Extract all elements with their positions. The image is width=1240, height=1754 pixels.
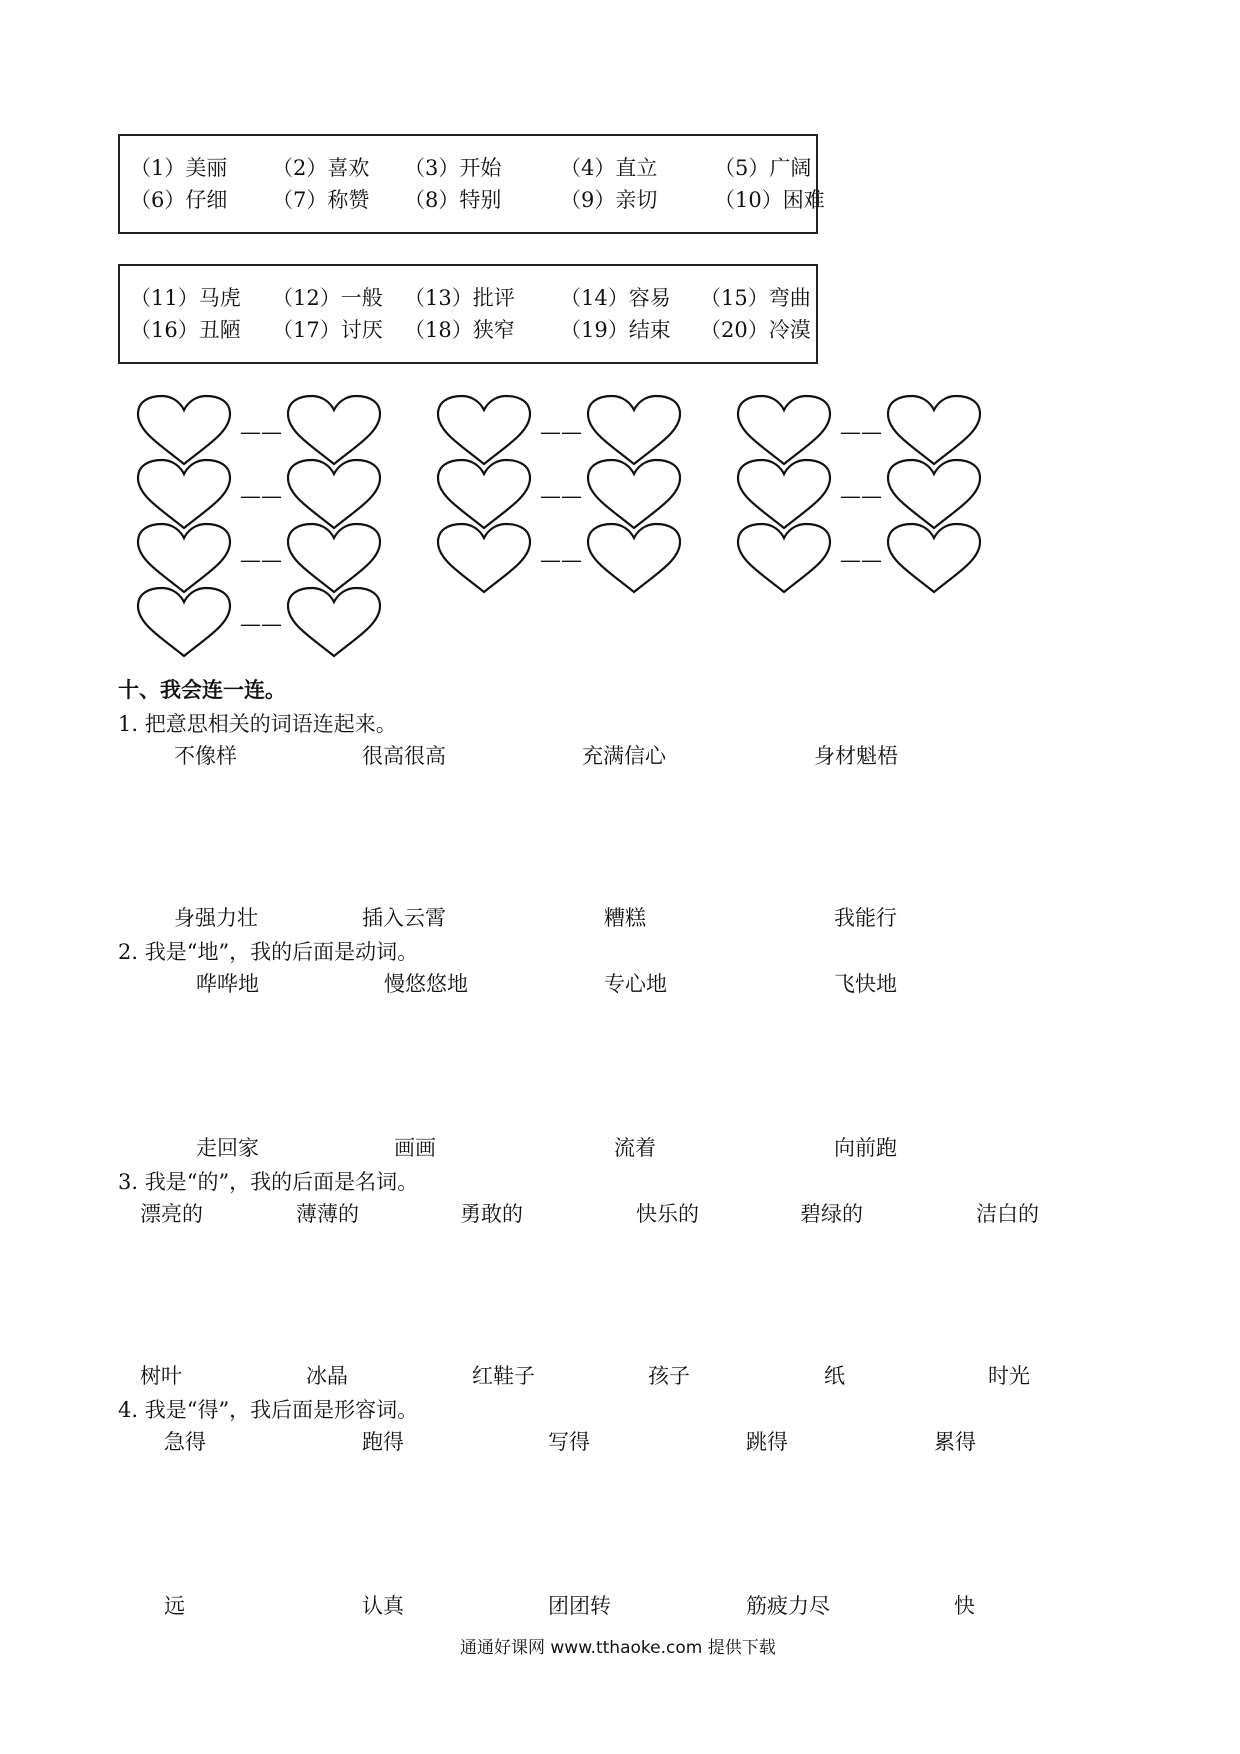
q3-top-word: 碧绿的 <box>800 1202 863 1226</box>
word-box-2 <box>118 264 818 364</box>
footer-credit: 通通好课网 www.tthaoke.com 提供下载 <box>460 1638 776 1658</box>
heart-blank <box>136 586 232 658</box>
q2-bottom-word: 画画 <box>394 1136 436 1160</box>
word-item: （18）狭窄 <box>404 318 515 342</box>
word-item: （12）一般 <box>272 286 383 310</box>
question-1-prompt: 1. 把意思相关的词语连起来。 <box>118 712 397 736</box>
heart-blank <box>136 458 232 530</box>
heart-blank <box>586 522 682 594</box>
q2-top-word: 哗哗地 <box>196 972 259 996</box>
q4-bottom-word: 筋疲力尽 <box>746 1594 830 1618</box>
heart-blank <box>286 394 382 466</box>
heart-blank <box>286 458 382 530</box>
word-item: （20）冷漠 <box>700 318 811 342</box>
word-item: （16）丑陋 <box>130 318 241 342</box>
word-item: （9）亲切 <box>560 188 658 212</box>
q4-bottom-word: 远 <box>164 1594 185 1618</box>
heart-blank <box>286 522 382 594</box>
q4-bottom-word: 认真 <box>362 1594 404 1618</box>
q4-top-word: 急得 <box>164 1430 206 1454</box>
q4-bottom-word: 团团转 <box>548 1594 611 1618</box>
q4-top-word: 跳得 <box>746 1430 788 1454</box>
word-item: （7）称赞 <box>272 188 370 212</box>
pair-dash: —— <box>240 548 282 572</box>
word-item: （15）弯曲 <box>700 286 811 310</box>
pair-dash: —— <box>540 420 582 444</box>
word-item: （2）喜欢 <box>272 156 370 180</box>
heart-blank <box>886 394 982 466</box>
q1-bottom-word: 身强力壮 <box>174 906 258 930</box>
q3-top-word: 洁白的 <box>976 1202 1039 1226</box>
q2-bottom-word: 走回家 <box>196 1136 259 1160</box>
pair-dash: —— <box>840 548 882 572</box>
q4-top-word: 写得 <box>548 1430 590 1454</box>
q4-bottom-word: 快 <box>954 1594 975 1618</box>
word-item: （17）讨厌 <box>272 318 383 342</box>
heart-blank <box>736 394 832 466</box>
heart-blank <box>586 458 682 530</box>
heart-blank <box>736 458 832 530</box>
heart-blank <box>886 458 982 530</box>
q2-bottom-word: 向前跑 <box>834 1136 897 1160</box>
q2-bottom-word: 流着 <box>614 1136 656 1160</box>
q3-bottom-word: 树叶 <box>140 1364 182 1388</box>
q3-top-word: 薄薄的 <box>296 1202 359 1226</box>
word-item: （13）批评 <box>404 286 515 310</box>
pair-dash: —— <box>840 484 882 508</box>
heart-blank <box>136 394 232 466</box>
word-item: （10）困难 <box>714 188 825 212</box>
word-item: （8）特别 <box>404 188 502 212</box>
heart-blank <box>736 522 832 594</box>
pair-dash: —— <box>240 420 282 444</box>
q1-bottom-word: 我能行 <box>834 906 897 930</box>
q3-top-word: 漂亮的 <box>140 1202 203 1226</box>
q3-top-word: 快乐的 <box>636 1202 699 1226</box>
question-3-prompt: 3. 我是“的”，我的后面是名词。 <box>118 1170 419 1194</box>
q3-bottom-word: 孩子 <box>648 1364 690 1388</box>
heart-blank <box>436 522 532 594</box>
heart-blank <box>286 586 382 658</box>
section-title: 十、我会连一连。 <box>118 678 286 702</box>
q4-top-word: 累得 <box>934 1430 976 1454</box>
question-4-prompt: 4. 我是“得”，我后面是形容词。 <box>118 1398 419 1422</box>
q3-bottom-word: 红鞋子 <box>472 1364 535 1388</box>
heart-blank <box>436 458 532 530</box>
q4-top-word: 跑得 <box>362 1430 404 1454</box>
pair-dash: —— <box>240 612 282 636</box>
heart-blank <box>436 394 532 466</box>
question-2-prompt: 2. 我是“地”，我的后面是动词。 <box>118 940 419 964</box>
word-box-1 <box>118 134 825 234</box>
pair-dash: —— <box>240 484 282 508</box>
q3-bottom-word: 时光 <box>988 1364 1030 1388</box>
word-item: （1）美丽 <box>130 156 228 180</box>
word-item: （19）结束 <box>560 318 671 342</box>
pair-dash: —— <box>540 484 582 508</box>
word-item: （3）开始 <box>404 156 502 180</box>
q2-top-word: 专心地 <box>604 972 667 996</box>
q2-top-word: 飞快地 <box>834 972 897 996</box>
q1-top-word: 很高很高 <box>362 744 446 768</box>
word-item: （11）马虎 <box>130 286 241 310</box>
q1-top-word: 身材魁梧 <box>814 744 898 768</box>
q1-top-word: 不像样 <box>174 744 237 768</box>
pair-dash: —— <box>840 420 882 444</box>
q3-bottom-word: 纸 <box>824 1364 845 1388</box>
word-item: （14）容易 <box>560 286 671 310</box>
pair-dash: —— <box>540 548 582 572</box>
q3-top-word: 勇敢的 <box>460 1202 523 1226</box>
q3-bottom-word: 冰晶 <box>306 1364 348 1388</box>
word-item: （6）仔细 <box>130 188 228 212</box>
heart-blank <box>586 394 682 466</box>
word-item: （4）直立 <box>560 156 658 180</box>
heart-blank <box>886 522 982 594</box>
q1-top-word: 充满信心 <box>582 744 666 768</box>
word-item: （5）广阔 <box>714 156 812 180</box>
q1-bottom-word: 插入云霄 <box>362 906 446 930</box>
q2-top-word: 慢悠悠地 <box>384 972 468 996</box>
q1-bottom-word: 糟糕 <box>604 906 646 930</box>
heart-blank <box>136 522 232 594</box>
